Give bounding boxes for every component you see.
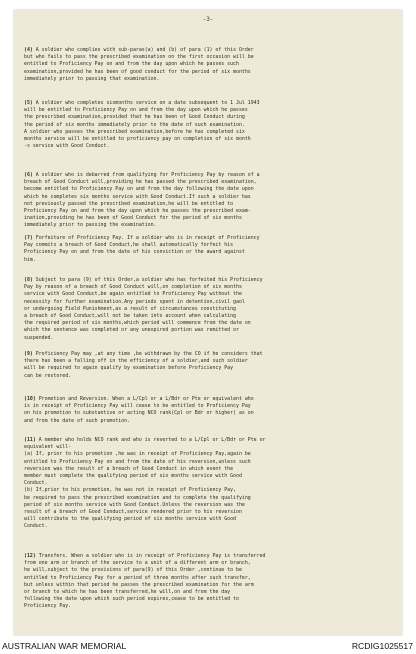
paragraph-text: Forfeiture of Proficiency Pay. If a soldier who is in receipt of Proficiency Pay commits a breach of Good Conduct,he shall automatically forfeit his Proficiency Pay on and from the date of his conviction or the award against him. [24,235,260,263]
paragraph-number: (10) [24,396,36,402]
paragraph-text: Proficiency Pay may ,at any time ,be withdrawn by the CO if he considers that there has been a falling off in the efficiency of a soldier,and such soldier will be required to again qualify by examination before Proficiency Pay can be restored. [24,351,263,379]
paragraph-number: (9) [24,351,33,357]
paragraph-number: (11) [24,437,36,443]
archive-footer [0,637,416,654]
paragraph-text: Subject to para (9) of this Order,a soldier who has forfeited his Proficiency Pay by reason of a breach of Good Conduct will,on completion of six months service with Good Conduct,be again entitled to Proficiency Pay without the necessity for further examination.Any periods spent in detention,civil gaol or undergoing Field Punishment,as a result of circumstances constituting a breach of Good Conduct,will not be taken into account when calculating the required period of six months,which period will commence from the date on which the sentence was completed or any unexpired portion was remitted or suspended. [24,277,263,341]
paragraph-number: (12) [24,553,36,559]
paragraph-text: A soldier who complies with sub-paras(a) and (b) of para (1) of this Order but who fails to pass the prescribed examination on the first occasion will be entitled to Proficiency Pay on and from the day upon which he passes such examination,provided he has been of good conduct for the period of six months immediately prior to passing that examination. [24,47,254,82]
archive-credit: AUSTRALIAN WAR MEMORIAL [2,641,127,651]
paragraph-number: (4) [24,47,33,53]
paragraph-10 [24,396,386,425]
paragraph-text: A soldier who completes sixmonths service on a date subsequent to 1 Jul 1943 will be entitled to Proficiency Pay on and from the day upon which he passes the prescribed examination,provided that he has been of Good Conduct during the period of six months immediately prior to the date of such examination. A soldier who passes the prescribed examination,before he has completed six months service will be entitled to proficiency pay on completion of six month -s service with Good Conduct. [24,100,260,150]
paragraph-text: A soldier who is debarred from qualifying for Proficiency Pay by reason of a breach of Good Conduct will,providing he has passed the prescribed examination, become entitled to Proficiency Pay on and from the day following the date upon which he completes six months service with Good Conduct.If such a soldier has not previously passed the prescribed examination,he will be entitled to Proficiency Pay on and from the day upon which he passes the prescribed exam- ination,providing he has been of Good Conduct for the period of six months immediately prior to passing the examination. [24,172,260,229]
record-id: RCDIG1025517 [351,641,413,651]
paragraph-number: (7) [24,235,33,241]
paragraph-6 [24,172,386,230]
paragraph-7 [24,235,386,264]
paragraph-5 [24,100,386,150]
paragraph-11 [24,437,386,531]
paragraph-8 [24,277,386,342]
paragraph-12 [24,553,386,611]
paragraph-4 [24,47,386,83]
page-number: -3- [202,16,214,23]
paragraph-text: Promotion and Reversion. When a L/Cpl or a L/Bdr or Pte or equivalent who is in receipt of Proficiency Pay will cease to be entitled to Proficiency Pay on his promotion to substantive or acting NCO rank(Cpl or Bdr or higher) as on and from the date of such promotion. [24,396,254,424]
paragraph-number: (6) [24,172,33,178]
paragraph-text: Transfers. When a soldier who is in receipt of Proficiency Pay is transferred from one arm or branch of the service to a unit of a different arm or branch, he will,subject to the provisions of para(9) of this Order ,continue to be entitled to Proficiency Pay for a period of three months after such transfer, but unless within that period he passes the prescribed examination for the arm or branch to which he has been transferred,he will,on and from the day following the date upon which such period expires,cease to be entitled to Proficiency Pay. [24,553,266,610]
paragraph-number: (8) [24,277,33,283]
paragraph-text: A member who holds NCO rank and who is reverted to a L/Cpl or L/Bdr or Pte or equivalent will- (a) If, prior to his promotion ,he was in receipt of Proficiency Pay,again be entitled to Proficiency Pay on and from the date of his reversion,unless such reversion was the result of a breach of Good Conduct in which event the member must complete the qualifying period of six months service with Good Conduct. (b) If,prior to his promotion, he was not in receipt of Proficiency Pay, be required to pass the prescribed examination and to complete the qualifying period of six months service with Good Conduct.Unless the reversion was the result of a breach of Good Conduct,service rendered prior to his reversion will contribute to the qualifying period of six months service with Good Conduct. [24,437,266,530]
paragraph-number: (5) [24,100,33,106]
document-page [14,10,402,635]
paragraph-9 [24,351,386,380]
